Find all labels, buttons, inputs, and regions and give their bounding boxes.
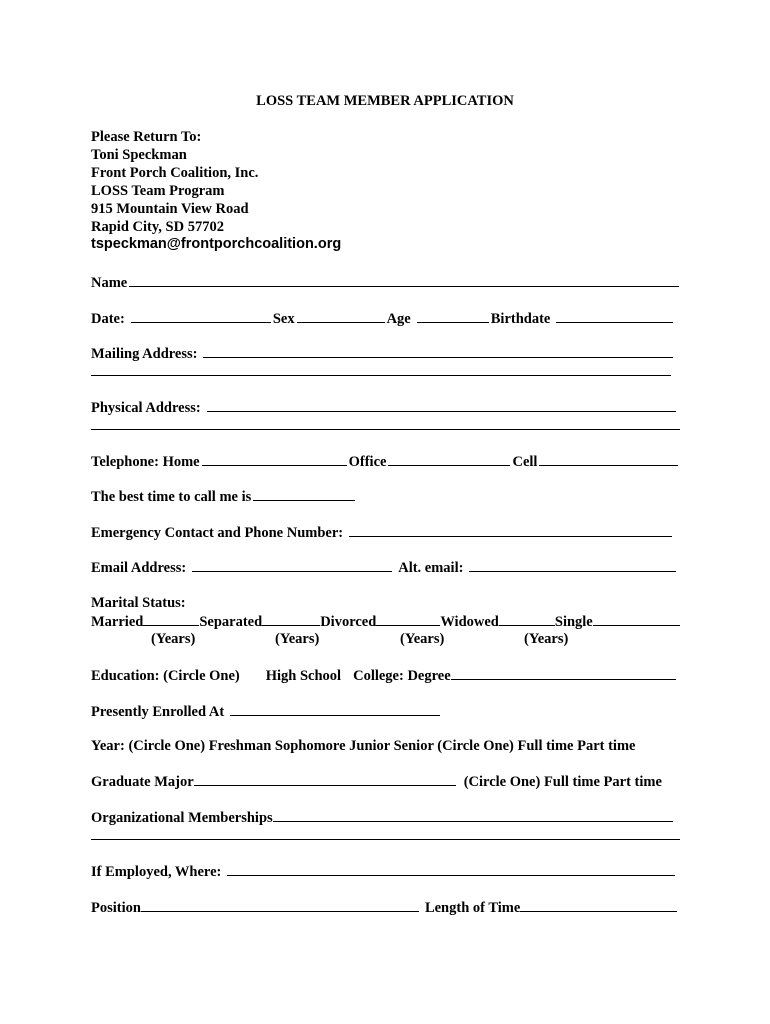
cell-field[interactable] [539, 451, 678, 466]
employed-label: If Employed, Where: [91, 864, 222, 880]
office-label: Office [348, 454, 387, 470]
position-field[interactable] [141, 897, 419, 912]
marital-status-label: Marital Status: [91, 595, 186, 611]
graduate-major-field[interactable] [194, 771, 456, 786]
sex-field[interactable] [297, 308, 385, 323]
graduate-major-row [91, 771, 691, 791]
mailing-address-line-2[interactable] [91, 375, 671, 376]
return-to-street: 915 Mountain View Road [91, 201, 249, 217]
physical-address-line-2[interactable] [91, 429, 680, 430]
date-row [91, 308, 675, 328]
single-field[interactable] [593, 611, 680, 626]
name-row [91, 272, 681, 292]
best-time-row [91, 486, 681, 506]
separated-field[interactable] [262, 611, 320, 626]
college-degree-label: College: Degree [353, 668, 451, 684]
return-to-city: Rapid City, SD 57702 [91, 219, 224, 235]
telephone-home-field[interactable] [202, 451, 347, 466]
enrolled-row [91, 701, 681, 721]
alt-email-label: Alt. email: [398, 560, 464, 576]
email-label: Email Address: [91, 560, 187, 576]
enrolled-field[interactable] [230, 701, 440, 716]
age-field[interactable] [417, 308, 489, 323]
birthdate-field[interactable] [556, 308, 673, 323]
email-row [91, 557, 678, 577]
marital-status-row [91, 611, 680, 631]
sex-label: Sex [272, 311, 295, 327]
email-field[interactable] [192, 557, 392, 572]
high-school-option[interactable]: High School [265, 668, 342, 684]
return-to-heading: Please Return To: [91, 129, 202, 145]
physical-address-label: Physical Address: [91, 400, 201, 416]
graduate-major-label: Graduate Major [91, 774, 194, 790]
grad-time-options[interactable]: (Circle One) Full time Part time [463, 774, 662, 790]
physical-address-field[interactable] [207, 397, 676, 412]
telephone-home-label: Telephone: Home [91, 454, 200, 470]
mailing-address-row [91, 343, 675, 363]
return-to-name: Toni Speckman [91, 147, 187, 163]
name-label: Name [91, 275, 128, 291]
best-time-field[interactable] [253, 486, 355, 501]
separated-years-label: (Years) [275, 631, 320, 647]
emergency-label: Emergency Contact and Phone Number: [91, 525, 344, 541]
married-years-label: (Years) [151, 631, 196, 647]
length-label: Length of Time [424, 900, 521, 916]
birthdate-label: Birthdate [490, 311, 551, 327]
education-label: Education: (Circle One) [91, 668, 240, 684]
education-row [91, 665, 676, 685]
emergency-field[interactable] [349, 522, 672, 537]
return-to-program: LOSS Team Program [91, 183, 225, 199]
widowed-label: Widowed [440, 614, 499, 630]
org-memberships-line-2[interactable] [91, 839, 680, 840]
alt-email-field[interactable] [469, 557, 676, 572]
name-field[interactable] [129, 272, 679, 287]
married-label: Married [91, 614, 144, 630]
mailing-address-field[interactable] [203, 343, 673, 358]
telephone-row [91, 451, 680, 471]
cell-label: Cell [512, 454, 538, 470]
single-label: Single [554, 614, 593, 630]
position-label: Position [91, 900, 141, 916]
date-label: Date: [91, 311, 125, 327]
employed-field[interactable] [227, 861, 675, 876]
divorced-label: Divorced [320, 614, 377, 630]
return-to-email: tspeckman@frontporchcoalition.org [91, 236, 342, 252]
position-row [91, 897, 677, 917]
org-memberships-field[interactable] [273, 807, 673, 822]
return-to-org: Front Porch Coalition, Inc. [91, 165, 259, 181]
year-row[interactable]: Year: (Circle One) Freshman Sophomore Junior Senior (Circle One) Full time Part time [91, 738, 636, 754]
divorced-years-label: (Years) [400, 631, 445, 647]
age-label: Age [386, 311, 411, 327]
mailing-address-label: Mailing Address: [91, 346, 198, 362]
emergency-row [91, 522, 674, 542]
separated-label: Separated [199, 614, 263, 630]
employed-row [91, 861, 677, 881]
org-memberships-label: Organizational Memberships [91, 810, 273, 826]
divorced-field[interactable] [376, 611, 440, 626]
married-field[interactable] [143, 611, 199, 626]
org-memberships-row [91, 807, 673, 827]
widowed-years-label: (Years) [524, 631, 569, 647]
office-field[interactable] [388, 451, 510, 466]
years-row [91, 629, 681, 649]
enrolled-label: Presently Enrolled At [91, 704, 225, 720]
form-title: LOSS TEAM MEMBER APPLICATION [256, 93, 514, 109]
date-field[interactable] [131, 308, 271, 323]
physical-address-row [91, 397, 678, 417]
length-field[interactable] [520, 897, 677, 912]
widowed-field[interactable] [499, 611, 555, 626]
college-degree-field[interactable] [451, 665, 676, 680]
best-time-label: The best time to call me is [91, 489, 252, 505]
